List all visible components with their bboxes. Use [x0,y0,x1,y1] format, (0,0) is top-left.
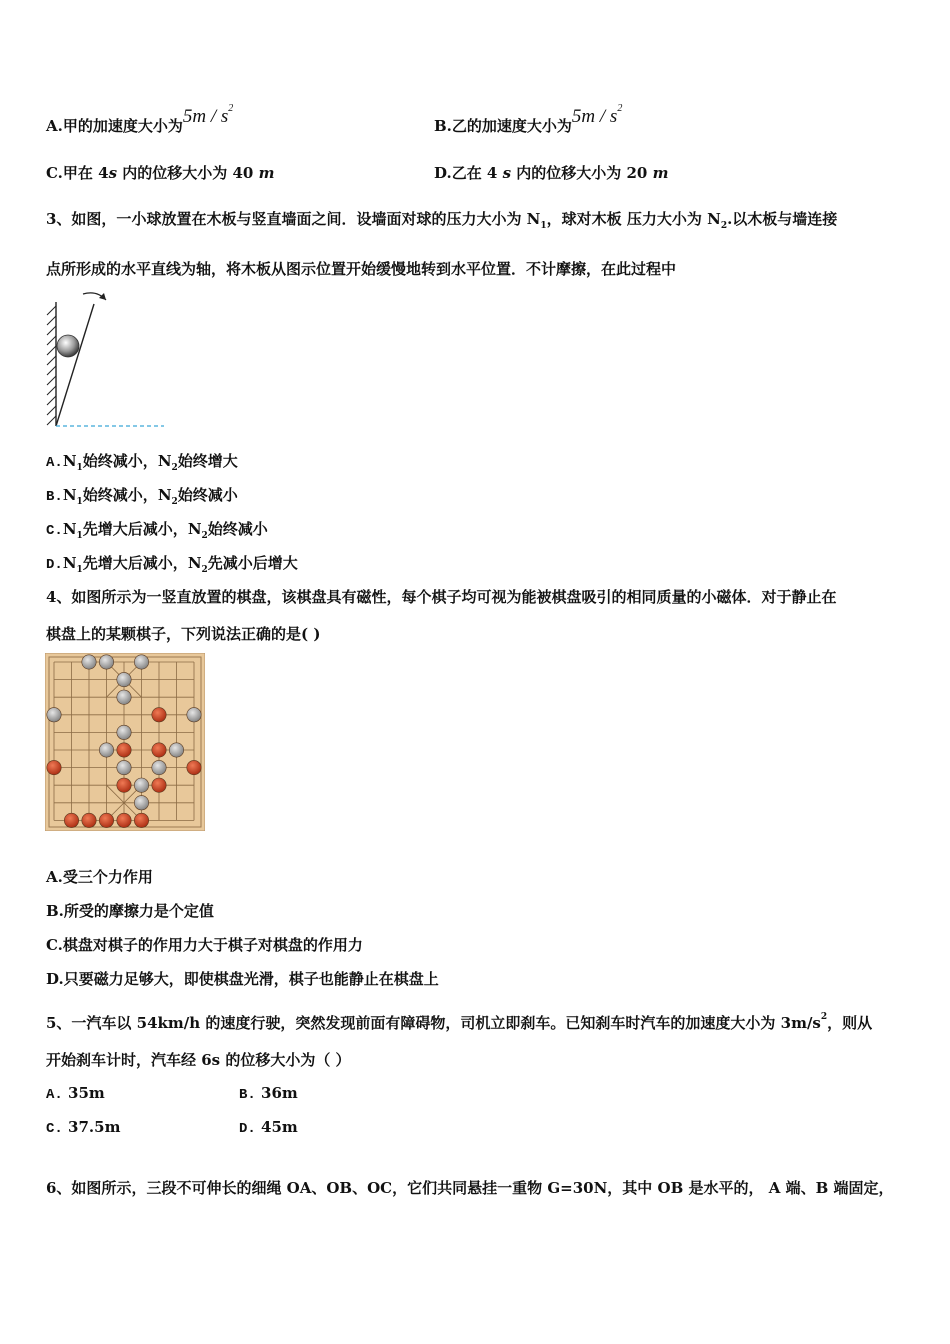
q3-option-a: $A.N_1$始终减小，$N_2$始终增大 [46,452,238,473]
chess-piece [152,778,166,792]
q2-option-a: A.甲的加速度大小为$5m / s^2$ [46,103,234,135]
q3-option-b: $B.N_1$始终减小，$N_2$始终减小 [46,486,238,507]
chessboard-figure [45,653,205,831]
chess-piece [117,743,131,757]
q3-option-d: $D.N_1$先增大后减小，$N_2$先减小后增大 [46,554,298,575]
chess-piece [187,760,201,774]
chess-piece [99,813,113,827]
q5-option-c: C. 37.5m [46,1118,121,1137]
chess-piece [47,708,61,722]
chess-piece [82,813,96,827]
chess-piece [117,778,131,792]
chess-piece [99,743,113,757]
q6-stem-line1: 6、如图所示，三段不可伸长的细绳 OA、OB、OC，它们共同悬挂一重物 G=30N，其中 OB 是水平的， A 端、B 端固定， [46,1179,894,1197]
chess-piece [152,708,166,722]
chess-piece [134,778,148,792]
ball [57,335,79,357]
chess-piece [117,813,131,827]
chess-piece [82,655,96,669]
q3-option-c: $C.N_1$先增大后减小，$N_2$始终减小 [46,520,268,541]
chess-piece [134,655,148,669]
q4-option-d: D.只要磁力足够大，即使棋盘光滑，棋子也能静止在棋盘上 [46,970,439,988]
q4-option-a: A.受三个力作用 [46,868,153,886]
q2-option-c: C.甲在 4s 内的位移大小为 40 m [46,164,275,182]
chess-piece [117,760,131,774]
chess-piece [169,743,183,757]
q5-option-d: D. 45m [239,1118,298,1137]
q3-wall-ball-figure [40,286,170,432]
q3-stem-line1: 3、如图，一小球放置在木板与竖直墙面之间．设墙面对球的压力大小为 $N_1$，球对木板 压力大小为 $N_2$.以木板与墙连接 [46,210,838,231]
q5-stem-line1: 5、一汽车以 54km/h 的速度行驶，突然发现前面有障碍物，司机立即刹车。已知刹车时汽车的加速度大小为 $3m/s^2$，则从 [46,1012,873,1032]
chess-piece [99,655,113,669]
chess-piece [152,760,166,774]
q4-option-b: B.所受的摩擦力是个定值 [46,902,214,920]
q5-option-a: A. 35m [46,1084,105,1103]
q2-option-b: B.乙的加速度大小为$5m / s^2$ [434,103,623,135]
chess-piece [134,813,148,827]
q2-option-d: D.乙在 4 s 内的位移大小为 20 m [434,164,669,182]
q5-option-b: B. 36m [239,1084,298,1103]
chess-piece [64,813,78,827]
chess-piece [187,708,201,722]
chess-piece [47,760,61,774]
chess-piece [152,743,166,757]
q4-stem-line2: 棋盘上的某颗棋子，下列说法正确的是( ) [46,625,321,643]
q4-option-c: C.棋盘对棋子的作用力大于棋子对棋盘的作用力 [46,936,363,954]
board-plank [56,304,94,426]
chess-piece [134,796,148,810]
q3-stem-line2: 点所形成的水平直线为轴，将木板从图示位置开始缓慢地转到水平位置．不计摩擦，在此过程中 [46,260,677,278]
q4-stem-line1: 4、如图所示为一竖直放置的棋盘，该棋盘具有磁性，每个棋子均可视为能被棋盘吸引的相同质量的小磁体．对于静止在 [46,588,837,606]
chess-piece [117,690,131,704]
chess-piece [117,725,131,739]
q5-stem-line2: 开始刹车计时，汽车经 6s 的位移大小为（ ） [46,1051,351,1069]
chess-piece [117,672,131,686]
